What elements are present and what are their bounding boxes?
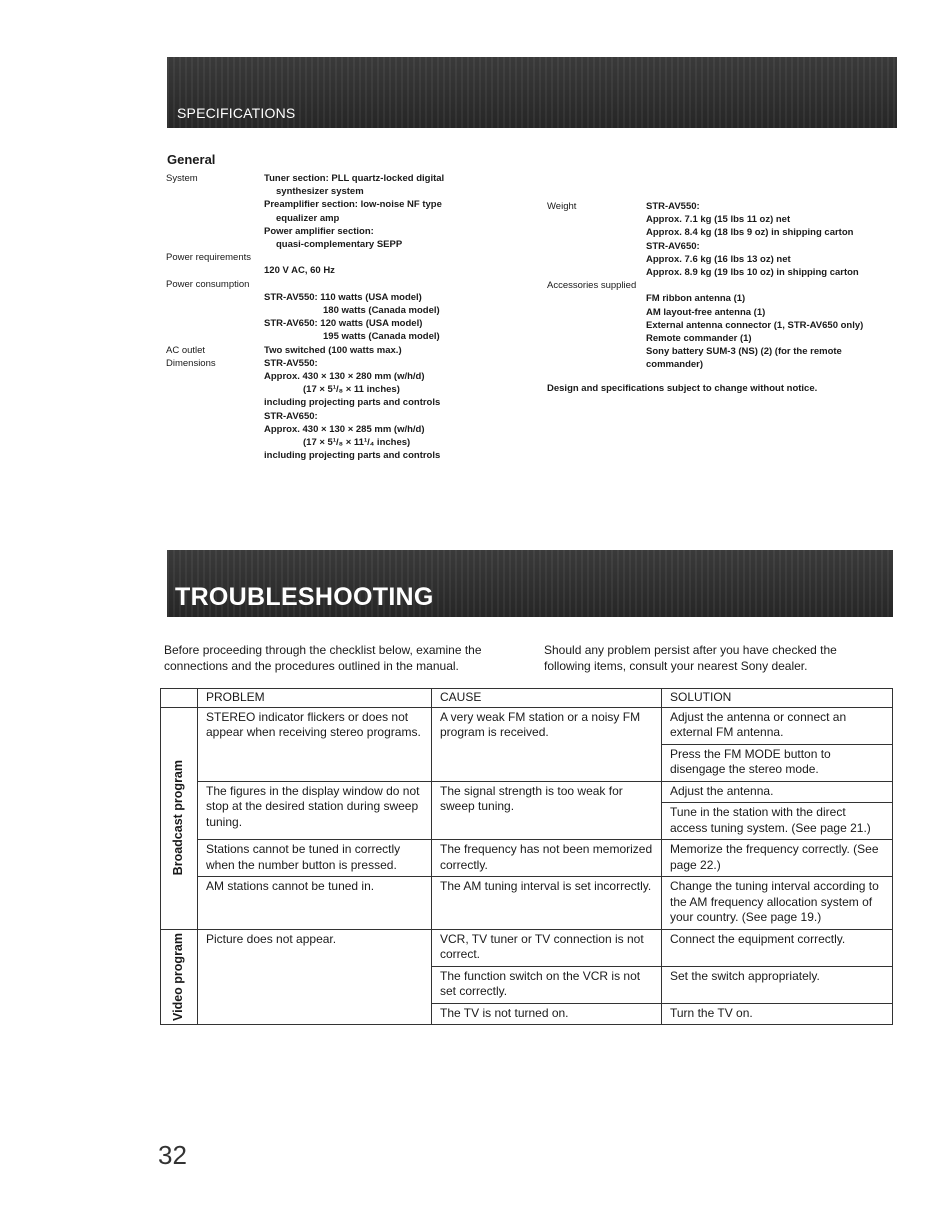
spec-value: STR-AV650: 120 watts (USA model) [264,318,423,330]
solution-cell: Memorize the frequency correctly. (See page 22.) [662,840,893,877]
spec-value: Power amplifier section: [264,225,374,237]
spec-value: Tuner section: PLL quartz-locked digital [264,173,445,184]
spec-row [166,436,496,449]
spec-row [166,344,496,357]
spec-value: Approx. 8.4 kg (18 lbs 9 oz) in shipping carton [646,227,854,239]
spec-label: AC outlet [166,344,206,356]
table-row [161,840,893,877]
spec-row [547,292,907,305]
spec-value: Approx. 430 × 130 × 285 mm (w/h/d) [264,423,425,435]
spec-value: equalizer amp [276,212,340,224]
spec-row [166,185,496,198]
spec-label: Power requirements [166,252,252,264]
spec-row [166,317,496,330]
table-row [161,877,893,930]
spec-label: Dimensions [166,357,216,369]
spec-value: Two switched (100 watts max.) [264,344,402,356]
section-label-cell [161,929,198,1025]
spec-row [166,383,496,396]
table-row [161,707,893,744]
table-row [161,929,893,966]
spec-label: Power consumption [166,278,250,290]
spec-row [166,198,496,211]
spec-row [547,226,907,239]
troubleshooting-title: TROUBLESHOOTING [175,583,434,611]
spec-value: STR-AV650: [264,410,318,422]
spec-row [547,240,907,253]
spec-value: Preamplifier section: low-noise NF type [264,199,442,211]
spec-row [547,345,907,358]
spec-row [547,279,907,292]
problem-cell: Stations cannot be tuned in correctly when the number button is pressed. [198,840,432,877]
spec-row [547,253,907,266]
spec-value: Approx. 8.9 kg (19 lbs 10 oz) in shipping carton [646,267,859,279]
solution-cell: Connect the equipment correctly. [662,929,893,966]
spec-row [166,264,496,277]
cause-cell: The signal strength is too weak for sweep tuning. [432,781,662,840]
section-label-cell [161,707,198,929]
spec-row [547,358,907,371]
spec-value: FM ribbon antenna (1) [646,293,746,305]
spec-row [166,278,496,291]
spec-value: quasi-complementary SEPP [276,239,403,251]
cause-cell: A very weak FM station or a noisy FM program is received. [432,707,662,781]
cause-cell: The TV is not turned on. [432,1003,662,1025]
solution-header: SOLUTION [662,689,893,708]
section-header-cell [161,689,198,708]
solution-cell: Tune in the station with the direct access tuning system. (See page 21.) [662,803,893,840]
spec-row [547,306,907,319]
spec-row [166,410,496,423]
spec-rows-right [547,200,907,372]
spec-row [166,251,496,264]
spec-label: Accessories supplied [547,280,637,292]
cause-cell: The AM tuning interval is set incorrectly. [432,877,662,930]
specifications-title: SPECIFICATIONS [177,105,296,121]
troubleshooting-intro-right: Should any problem persist after you have checked the following items, consult your nearest Sony dealer. [544,643,837,673]
spec-value: 195 watts (Canada model) [323,331,440,343]
cause-cell: The function switch on the VCR is not set correctly. [432,966,662,1003]
specifications-note: Design and specifications subject to change without notice. [547,382,818,394]
cause-cell: The frequency has not been memorized correctly. [432,840,662,877]
section-label-broadcast: Broadcast program [171,760,186,876]
cause-header: CAUSE [432,689,662,708]
spec-row [166,449,496,462]
spec-row [166,396,496,409]
spec-value: synthesizer system [276,186,364,198]
spec-row [166,330,496,343]
spec-value: Sony battery SUM-3 (NS) (2) (for the remote [646,346,842,358]
solution-cell: Turn the TV on. [662,1003,893,1025]
spec-row [547,332,907,345]
spec-value: Approx. 7.6 kg (16 lbs 13 oz) net [646,253,791,265]
problem-cell: STEREO indicator flickers or does not appear when receiving stereo programs. [198,707,432,781]
table-row [161,781,893,803]
spec-row [547,200,907,213]
problem-header: PROBLEM [198,689,432,708]
troubleshooting-banner [167,550,893,617]
spec-value: STR-AV550: 110 watts (USA model) [264,291,422,303]
spec-value: 180 watts (Canada model) [323,305,440,317]
spec-value: (17 × 5¹/₈ × 11 inches) [303,384,400,396]
spec-value: including projecting parts and controls [264,397,441,409]
spec-row [166,172,496,185]
specifications-banner [167,57,897,128]
spec-row [547,319,907,332]
spec-value: Remote commander (1) [646,333,752,345]
problem-cell: Picture does not appear. [198,929,432,1025]
solution-cell: Press the FM MODE button to disengage the stereo mode. [662,744,893,781]
page-number: 32 [158,1140,187,1170]
table-header-row [161,689,893,708]
spec-value: Approx. 430 × 130 × 280 mm (w/h/d) [264,371,425,383]
spec-value: 120 V AC, 60 Hz [264,265,335,277]
spec-row [166,370,496,383]
spec-row [547,213,907,226]
cause-cell: VCR, TV tuner or TV connection is not correct. [432,929,662,966]
spec-value: STR-AV550: [646,201,700,212]
spec-value: commander) [646,359,704,371]
spec-value: STR-AV650: [646,240,700,252]
spec-row [166,212,496,225]
spec-value: Approx. 7.1 kg (15 lbs 11 oz) net [646,214,791,226]
spec-value: AM layout-free antenna (1) [646,306,766,318]
spec-row [166,423,496,436]
problem-cell: AM stations cannot be tuned in. [198,877,432,930]
general-specs-left [166,172,496,462]
solution-cell: Adjust the antenna or connect an external FM antenna. [662,707,893,744]
troubleshooting-intro-left: Before proceeding through the checklist below, examine the connections and the procedures outlined in the manual. [164,643,482,673]
spec-row [547,266,907,279]
general-heading: General [167,152,216,167]
spec-row [166,357,496,370]
spec-value: External antenna connector (1, STR-AV650 only) [646,319,864,331]
spec-value: including projecting parts and controls [264,450,441,462]
spec-row [166,291,496,304]
section-label-video: Video program [171,932,186,1021]
troubleshooting-table [160,688,893,1025]
spec-value: (17 × 5¹/₈ × 11¹/₄ inches) [303,437,411,449]
spec-label: System [166,173,198,184]
spec-value: STR-AV550: [264,357,318,369]
solution-cell: Change the tuning interval according to the AM frequency allocation system of your country. (See page 19.) [662,877,893,930]
spec-row [166,304,496,317]
solution-cell: Adjust the antenna. [662,781,893,803]
solution-cell: Set the switch appropriately. [662,966,893,1003]
spec-row [166,238,496,251]
general-specs-right [547,200,907,395]
problem-cell: The figures in the display window do not stop at the desired station during sweep tuning. [198,781,432,840]
spec-row [166,225,496,238]
spec-label: Weight [547,201,577,212]
